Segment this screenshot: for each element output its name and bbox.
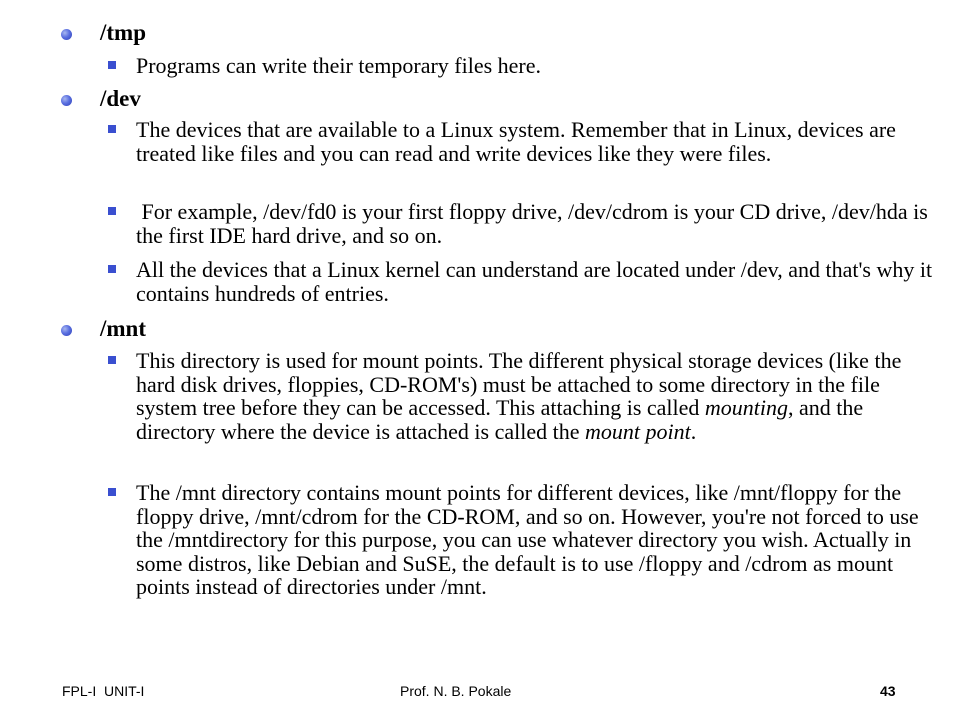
- level1-bullet-icon: [61, 95, 72, 106]
- text-run: This directory is used for mount points. The different physical storage devices (like the hard disk drives, floppies, CD-ROM's) must be attached to some directory in the file system tree before they can be accessed. This attaching is called: [136, 348, 902, 420]
- emphasis-mount-point: mount point: [584, 418, 691, 444]
- level1-bullet-icon: [61, 29, 72, 40]
- emphasis-mounting: mounting: [704, 395, 789, 420]
- list-item-text: Programs can write their temporary files here.: [136, 53, 542, 78]
- level2-bullet-icon: [108, 488, 116, 496]
- text-run: .: [690, 418, 697, 444]
- level2-bullet-icon: [108, 125, 116, 133]
- list-item-text: For example, /dev/fd0 is your first floppy drive, /dev/cdrom is your CD drive, /dev/hda is the first IDE hard drive, and so on.: [136, 199, 934, 248]
- level2-bullet-icon: [108, 207, 116, 215]
- level1-bullet-icon: [61, 325, 72, 336]
- footer-course: FPL-I UNIT-I: [62, 683, 145, 699]
- level2-bullet-icon: [108, 61, 116, 69]
- list-item-text: The devices that are available to a Linux system. Remember that in Linux, devices are treated like files and you can read and write devices like they were files.: [136, 117, 896, 166]
- level2-bullet-icon: [108, 356, 116, 364]
- list-item-dev-2: [136, 200, 936, 247]
- section-heading-dev: /dev: [100, 86, 141, 111]
- list-item-mnt-1: [136, 349, 936, 443]
- list-item-tmp-1: [136, 54, 936, 78]
- list-item-text: The /mnt directory contains mount points for different devices, like /mnt/floppy for the floppy drive, /mnt/cdrom for the CD-ROM, and so on. However, you're not forced to use the /mntdirectory for this purpose, you can use whatever directory you wish. Actually in some distros, like Debian and SuSE, the default is to use /floppy and /cdrom as mount points instead of directories under /mnt.: [136, 480, 919, 599]
- list-item-text: [136, 349, 936, 443]
- footer-author: Prof. N. B. Pokale: [400, 683, 512, 699]
- level2-bullet-icon: [108, 265, 116, 273]
- section-heading-tmp: /tmp: [100, 20, 146, 45]
- list-item-mnt-2: [136, 481, 936, 599]
- list-item-dev-3: [136, 258, 936, 305]
- section-heading-mnt: /mnt: [100, 316, 146, 341]
- list-item-dev-1: [136, 118, 936, 165]
- list-item-text: All the devices that a Linux kernel can understand are located under /dev, and that's why it contains hundreds of entries.: [136, 257, 933, 306]
- text-run: , and the directory where the device is attached is called the: [136, 395, 864, 444]
- page-number: 43: [880, 683, 896, 699]
